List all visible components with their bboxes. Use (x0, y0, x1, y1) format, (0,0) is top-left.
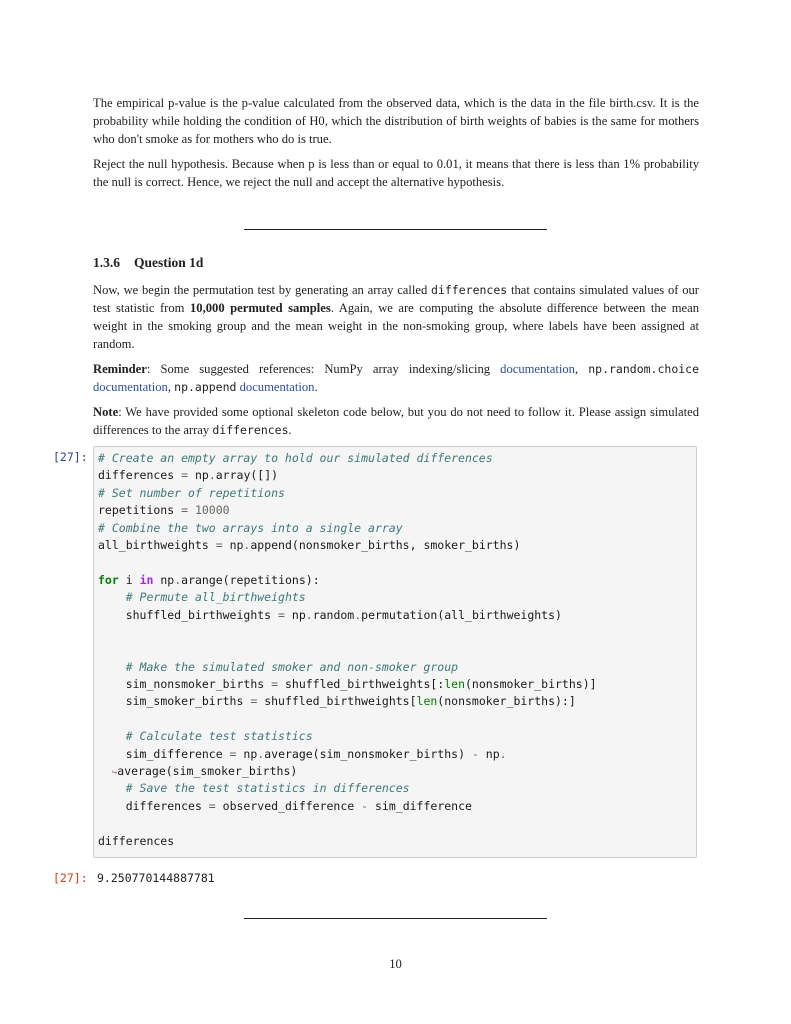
code-cell[interactable] (93, 446, 697, 858)
inline-code: differences (212, 423, 289, 437)
bold-text: 10,000 permuted samples (189, 301, 331, 315)
code-token: sim_difference (368, 798, 472, 813)
code-builtin: len (416, 694, 438, 709)
code-token: differences (98, 833, 175, 848)
code-comment: # Combine the two arrays into a single array (98, 520, 403, 535)
code-token: shuffled_birthweights (125, 607, 279, 622)
line-continuation-icon: ↪ (111, 768, 118, 779)
code-token: . (208, 468, 216, 483)
section-heading (93, 255, 203, 271)
code-comment: # Set number of repetitions (98, 485, 285, 500)
inline-code: differences (431, 283, 508, 297)
code-token: permutation(all_birthweights) (361, 607, 562, 622)
code-token: differences (98, 468, 182, 483)
code-token: array([]) (215, 468, 279, 483)
code-comment: # Make the simulated smoker and non-smoker group (125, 659, 459, 674)
paragraph-reminder (93, 360, 699, 396)
page-number: 10 (389, 957, 402, 971)
code-token: average(sim_smoker_births) (117, 764, 298, 779)
documentation-link-append[interactable]: documentation (239, 380, 315, 394)
section-title: Question 1d (134, 255, 204, 270)
code-token: = (250, 694, 258, 709)
paragraph-note (93, 403, 699, 439)
text: that contains simulated values of our test statistic from (93, 283, 699, 315)
code-comment: # Permute all_birthweights (125, 590, 306, 605)
code-token: np (188, 468, 209, 483)
code-token: repetitions (98, 503, 182, 518)
text: . (288, 423, 292, 437)
code-keyword: in (139, 572, 154, 587)
cell-output: 9.250770144887781 (97, 871, 215, 885)
code-token: . (174, 572, 182, 587)
code-token: random (312, 607, 355, 622)
code-token: - (471, 746, 479, 761)
code-block (98, 450, 597, 850)
documentation-link-random-choice[interactable]: documentation (93, 380, 168, 394)
code-token: average(sim_nonsmoker_births) (264, 746, 472, 761)
horizontal-rule (244, 918, 547, 919)
code-token: arange(repetitions): (181, 572, 320, 587)
paragraph-reject-null: Reject the null hypothesis. Because when p is less than or equal to 0.01, it means that there is less than 1% probability the null is correct. Hence, we reject the null and accept the alternative hypothesis. (93, 157, 699, 189)
output-prompt: [27]: (53, 871, 88, 885)
code-token: sim_nonsmoker_births (125, 677, 272, 692)
code-token: . (257, 746, 265, 761)
code-token: . (499, 746, 507, 761)
code-number: 10000 (188, 503, 230, 518)
code-token: shuffled_birthweights[: (278, 677, 445, 692)
code-token: = (278, 607, 285, 622)
text: , (574, 362, 589, 376)
code-token: . (243, 537, 251, 552)
code-token: (nonsmoker_births):] (437, 694, 576, 709)
code-token: all_birthweights (98, 537, 216, 552)
code-comment: # Save the test statistics in differences (125, 781, 410, 796)
code-builtin: len (444, 677, 465, 692)
code-token: (nonsmoker_births)] (465, 677, 597, 692)
paragraph-empirical-p-value: The empirical p-value is the p-value calculated from the observed data, which is the data in the file birth.csv. It is the probability while holding the condition of H0, which the distribution of birth weights of babies is the same for mothers who don't smoke as for mothers who do is true. (93, 96, 699, 146)
note-label: Note (93, 405, 119, 419)
code-token: = (208, 798, 216, 813)
code-token: i (118, 572, 140, 587)
input-prompt: [27]: (53, 450, 88, 464)
code-token: np (222, 537, 244, 552)
inline-code: np.random.choice (588, 362, 700, 376)
horizontal-rule (244, 229, 547, 230)
code-keyword: for (98, 572, 119, 587)
code-token: np (284, 607, 306, 622)
text: . Again, we are computing the absolute difference between the mean weight in the smoking group and the mean weight in the non-smoking group, where labels have been assigned at random. (93, 301, 699, 351)
code-token: . (354, 607, 362, 622)
inline-code: np.append (174, 380, 237, 394)
text: , (167, 380, 175, 394)
text: . (314, 380, 318, 394)
text: Now, we begin the permutation test by generating an array called (93, 283, 432, 297)
code-token: differences (125, 798, 209, 813)
code-token: sim_difference (125, 746, 230, 761)
code-token: = (181, 468, 189, 483)
code-token: np (153, 572, 175, 587)
code-token: np (478, 746, 500, 761)
code-comment: # Create an empty array to hold our simulated differences (98, 451, 493, 465)
code-token: append(nonsmoker_births, smoker_births) (250, 537, 521, 552)
code-token: observed_difference (215, 798, 362, 813)
code-token: = (229, 746, 237, 761)
code-token: . (305, 607, 313, 622)
code-token: = (181, 503, 189, 518)
code-token: shuffled_birthweights[ (257, 694, 417, 709)
text: : Some suggested references: NumPy array indexing/slicing (146, 362, 501, 376)
code-token: = (215, 537, 223, 552)
documentation-link-indexing[interactable]: documentation (500, 362, 575, 376)
code-token: = (271, 677, 279, 692)
text: : We have provided some optional skeleton code below, but you do not need to follow it. Please assign simulated differences to the array (93, 405, 699, 437)
paragraph-permutation-intro (93, 281, 699, 353)
section-number: 1.3.6 (93, 255, 120, 270)
reminder-label: Reminder (93, 362, 147, 376)
code-comment: # Calculate test statistics (125, 729, 313, 744)
code-token: - (361, 798, 369, 813)
code-token: np (236, 746, 258, 761)
code-token: sim_smoker_births (125, 694, 251, 709)
